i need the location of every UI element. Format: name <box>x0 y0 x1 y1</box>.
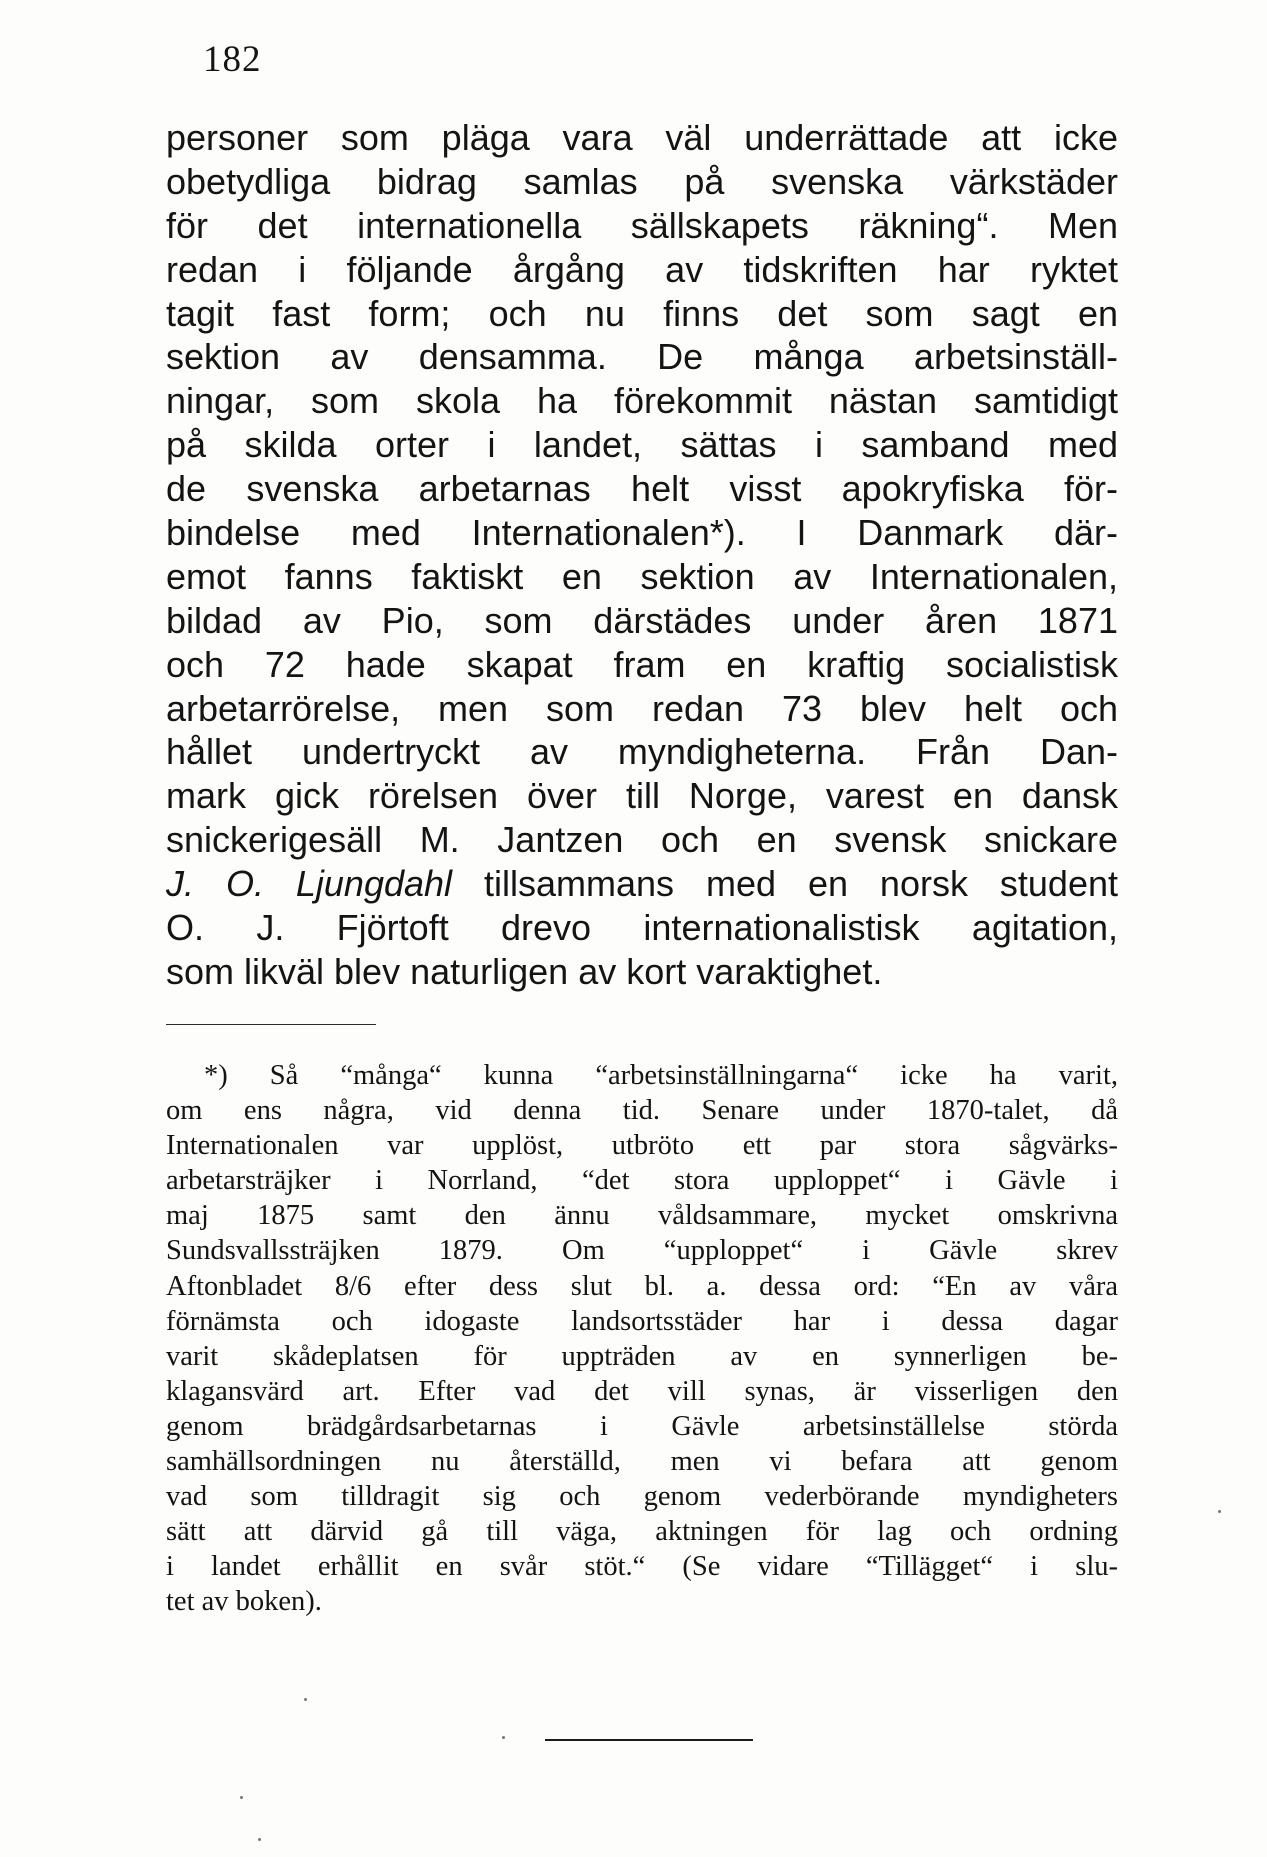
footnote-line: arbetarsträjker i Norrland, “det stora upploppet“ i Gävle i <box>166 1165 1118 1197</box>
body-line: redan i följande årgång av tidskriften har ryktet <box>166 248 1118 290</box>
body-line: O. J. Fjörtoft drevo internationalistisk agitation, <box>166 907 1118 949</box>
body-line: och 72 hade skapat fram en kraftig socialistisk <box>166 643 1118 685</box>
footnote-line: tet av boken). <box>166 1586 322 1618</box>
body-line: bildad av Pio, som därstädes under åren 1871 <box>166 599 1118 641</box>
body-line: bindelse med Internationalen*). I Danmark där- <box>166 512 1118 554</box>
footnote-line: i landet erhållit en svår stöt.“ (Se vidare “Tillägget“ i slu- <box>166 1551 1118 1583</box>
body-line: obetydliga bidrag samlas på svenska värkstäder <box>166 160 1118 202</box>
body-line: för det internationella sällskapets räkning“. Men <box>166 204 1118 246</box>
footnote-line: förnämsta och idogaste landsortsstäder har i dessa dagar <box>166 1305 1118 1337</box>
footnote-line: *) Så “många“ kunna “arbetsinställningarna“ icke ha varit, <box>204 1060 1118 1091</box>
body-line <box>166 862 1118 906</box>
body-line: mark gick rörelsen över till Norge, varest en dansk <box>166 775 1118 817</box>
footnote-line: sätt att därvid gå till väga, aktningen för lag och ordning <box>166 1516 1118 1548</box>
footnote-line: Internationalen var upplöst, utbröto ett par stora sågvärks- <box>166 1130 1118 1162</box>
print-speck <box>1218 1510 1221 1513</box>
footnote <box>166 1058 1118 1620</box>
italic-name: J. O. Ljungdahl <box>166 863 453 905</box>
footnote-line: genom brädgårdsarbetarnas i Gävle arbetsinställelse störda <box>166 1410 1118 1442</box>
body-line: som likväl blev naturligen av kort varaktighet. <box>166 950 883 992</box>
footnote-separator <box>166 1024 376 1025</box>
body-line: hållet undertryckt av myndigheterna. Från Dan- <box>166 731 1118 773</box>
body-line: på skilda orter i landet, sättas i samband med <box>166 424 1118 466</box>
print-speck <box>240 1796 243 1799</box>
page-number: 182 <box>203 39 262 80</box>
print-speck <box>502 1736 505 1739</box>
footnote-line: samhällsordningen nu återställd, men vi befara att genom <box>166 1446 1118 1478</box>
print-speck <box>258 1838 261 1841</box>
body-line-rest: tillsammans med en norsk student <box>452 863 1118 905</box>
footnote-line: Aftonbladet 8/6 efter dess slut bl. a. dessa ord: “En av våra <box>166 1270 1118 1302</box>
end-of-chapter-rule <box>545 1739 753 1741</box>
body-line: de svenska arbetarnas helt visst apokryfiska för- <box>166 468 1118 510</box>
print-speck <box>304 1698 307 1701</box>
footnote-line: vad som tilldragit sig och genom vederbörande myndigheters <box>166 1481 1118 1513</box>
body-line: tagit fast form; och nu finns det som sagt en <box>166 292 1118 334</box>
body-line: sektion av densamma. De många arbetsinställ- <box>166 336 1118 378</box>
body-line: ningar, som skola ha förekommit nästan samtidigt <box>166 380 1118 422</box>
footnote-line: varit skådeplatsen för uppträden av en synnerligen be- <box>166 1340 1118 1372</box>
footnote-line: om ens några, vid denna tid. Senare under 1870-talet, då <box>166 1095 1118 1127</box>
body-line: arbetarrörelse, men som redan 73 blev helt och <box>166 687 1118 729</box>
body-line: personer som pläga vara väl underrättade att icke <box>166 117 1118 158</box>
footnote-line: Sundsvallssträjken 1879. Om “upploppet“ i Gävle skrev <box>166 1235 1118 1267</box>
body-line: snickerigesäll M. Jantzen och en svensk snickare <box>166 819 1118 861</box>
main-text <box>166 116 1118 994</box>
body-line: emot fanns faktiskt en sektion av Internationalen, <box>166 555 1118 597</box>
footnote-line: klagansvärd art. Efter vad det vill synas, är visserligen den <box>166 1375 1118 1407</box>
footnote-line: maj 1875 samt den ännu våldsammare, mycket omskrivna <box>166 1200 1118 1232</box>
